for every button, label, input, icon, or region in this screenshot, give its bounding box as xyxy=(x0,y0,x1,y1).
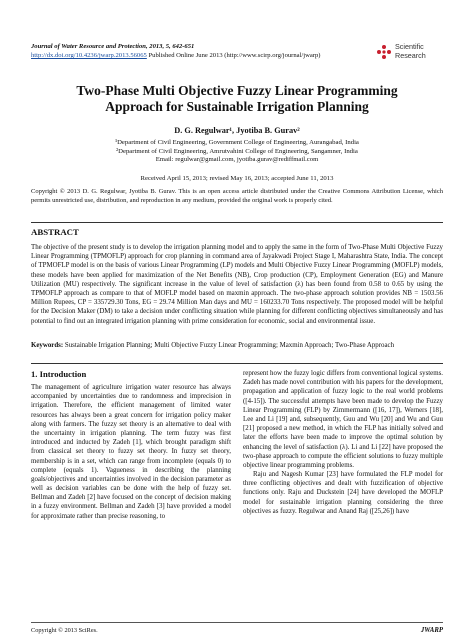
publisher-logo[interactable] xyxy=(372,42,452,66)
intro-paragraph-1: The management of agriculture irrigation water resource has always accompanied by uncertainties due to randomness and imprecision in irrigation. Therefore, the efficient management of limited water resources has always been a great concern for irrigation policy maker along with farmers. The fuzzy set theory is an alternative to deal with the uncertainty in irrigation planning. The term fuzzy was first introduced and inducted by Zadeh [1], which brought paradigm shift from classical set theory to fuzzy set theory. In fuzzy set theory, membership is in a set, which can range from incomplete (equals 0) to complete (equals 1). Vagueness in describing the planning goals/objectives and uncertainties involved in the decision parameter as well as decision variables can be done with the help of fuzzy set. Bellman and Zadeh [2] have focused on the concept of decision making in a fuzzy environment. Bellman and Zadeh [3] have provided a model for approximate rather than precise reasoning, to xyxy=(31,384,231,520)
abstract-text: The objective of the present study is to develop the irrigation planning model and to apply the same in the form of Two-Phase Multi Objective Fuzzy Linear Programming (TPMOFLP) approach for crop planning in command area of Jayakwadi Project Stage I, Maharashtra State, India. The concept of TPMOFLP model is on the basis of various Linear Programming (LP) models and Multi Objective Fuzzy Linear Programming (MOFLP) models, these models have been applied for maximization of the Net Benefits (NB), Crop production (CP), Employment Generation (EG) and Manure Utilization (MU) respectively. The significant increase in the value of level of satisfaction (λ) has been found from 0.58 to 0.65 by using the TPMOFLP approach as compare to that of MOFLP model based on maxmin approach. The two-phase approach solution provides NB = 1503.56 Million Rupees, CP = 335729.30 Tons, EG = 29.74 Million Man days and MU = 160233.70 Tons respectively. The proposed model will be helpful for the Decision Maker (DM) to take a decision under conflicting situation while planning for different conflicting objectives simultaneously and has potential to find out an integrated irrigation planning with prime consideration for economic, social and environmental issue. xyxy=(31,244,443,325)
doi-link[interactable]: http://dx.doi.org/10.4236/jwarp.2013.56065 xyxy=(31,52,147,59)
title-line-1: Two-Phase Multi Objective Fuzzy Linear Programming xyxy=(76,83,398,98)
affiliations xyxy=(20,139,454,165)
footer-journal: JWARP xyxy=(420,627,443,634)
column-right xyxy=(243,369,443,516)
title-line-2: Approach for Sustainable Irrigation Planning xyxy=(105,99,369,114)
paper-title xyxy=(20,83,454,115)
journal-header xyxy=(31,42,361,60)
intro-paragraph-2: Raju and Nagesh Kumar [23] have formulated the FLP model for three conflicting objectives and dealt with fuzzification of objective functions only. Raju and Duckstein [24] have developed the MOFLP model for sustainable irrigation planning considering the three objectives as fuzzy. Regulwar and Anand Raj ([25,26]) have xyxy=(243,471,443,515)
footer-copyright: Copyright © 2013 SciRes. xyxy=(31,627,98,634)
intro-paragraph-1-cont: represent how the fuzzy logic differs from conventional logical systems. Zadeh has made novel contribution with his papers for the development, propagation and application of fuzzy logic to the real world problems ([4-15]). The successful attempts have been made to develop the Fuzzy Linear Programming (FLP) by Zimmermann ([16, 17]), Werners [18], Lee and Li [19] and, subsequently, Guu and Wu [20] and Wu and Guu [21] proposed a new method, in which the FLP has initially solved and later the efforts have been made to improve the optimal solution by enhancing the level of satisfaction (λ). Li and Li [22] have proposed the two-phase approach to compute the efficient solutions to fuzzy multiple objective linear programming problems. xyxy=(243,370,443,469)
logo-line-1: Scientific xyxy=(395,42,424,51)
introduction-heading: 1. Introduction xyxy=(31,369,87,379)
keywords-list: Sustainable Irrigation Planning; Multi Objective Fuzzy Linear Programming; Maxmin Approach; Two-Phase Approach xyxy=(64,342,395,349)
abstract-rule-top xyxy=(31,222,443,223)
authors: D. G. Regulwar¹, Jyotiba B. Gurav² xyxy=(174,126,300,135)
affiliation-1: ¹Department of Civil Engineering, Government College of Engineering, Aurangabad, India xyxy=(115,139,359,146)
published-online: Published Online June 2013 (http://www.scirp.org/journal/jwarp) xyxy=(148,52,321,59)
scientific-research-mark-icon xyxy=(376,44,392,60)
affiliation-2: ²Department of Civil Engineering, Amrutvahini College of Engineering, Sangamner, India xyxy=(116,147,358,155)
keywords xyxy=(31,341,443,350)
abstract-heading: ABSTRACT xyxy=(31,227,79,237)
logo-line-2: Research xyxy=(395,50,426,60)
column-left xyxy=(31,383,231,521)
abstract-rule-bottom xyxy=(31,363,443,364)
copyright-notice: Copyright © 2013 D. G. Regulwar, Jyotiba B. Gurav. This is an open access article distributed under the Creative Commons Attribution License, which permits unrestricted use, distribution, and reproduction in any medium, provided the original work is properly cited. xyxy=(31,188,443,204)
footer-rule xyxy=(31,622,443,623)
email-line: Email: regulwar@gmail.com, jyotiba.gurav@rediffmail.com xyxy=(155,156,319,164)
received-dates: Received April 15, 2013; revised May 16, 2013; accepted June 11, 2013 xyxy=(140,175,334,182)
keywords-label: Keywords: xyxy=(31,342,64,349)
journal-citation: Journal of Water Resource and Protection, 2013, 5, 642-651 xyxy=(31,43,195,50)
